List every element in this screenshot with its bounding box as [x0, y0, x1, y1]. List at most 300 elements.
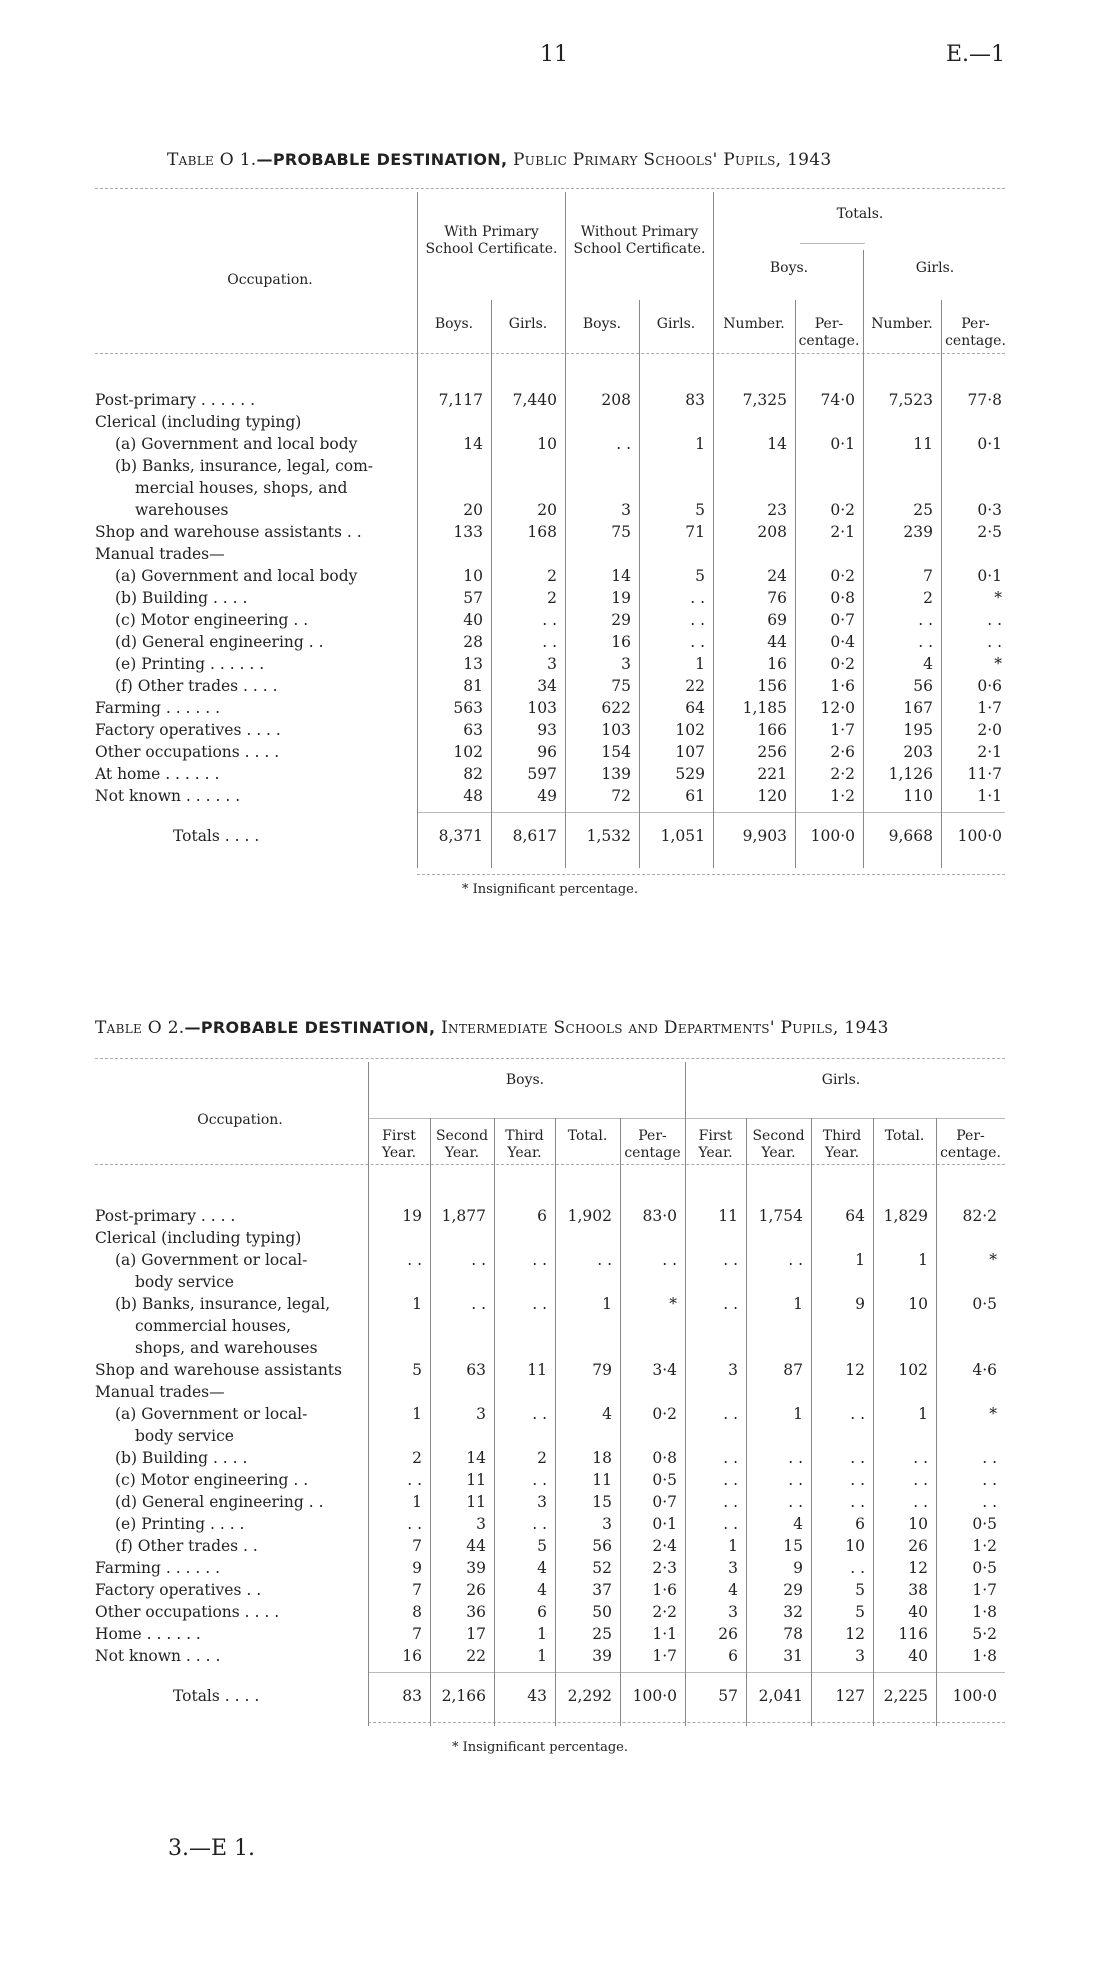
table2-cell: 26	[908, 1537, 928, 1555]
table1-cell: 154	[601, 743, 631, 761]
table2-col-header-5: First Year.	[698, 1128, 733, 1161]
table2-cell: 82·2	[962, 1207, 997, 1225]
table2-cell: 7	[412, 1625, 422, 1643]
table1-cell: 34	[537, 677, 557, 695]
table1-row-label: Not known . . . . . .	[95, 787, 241, 805]
table2-totals-cell: 83	[402, 1687, 422, 1705]
table2-cell: 52	[592, 1559, 612, 1577]
table2-title-rest: Intermediate Schools and Departments' Pupils, 1943	[441, 1018, 889, 1038]
table2-cell: . .	[913, 1493, 928, 1511]
table2-cell: 5	[855, 1581, 865, 1599]
table2-footnote: * Insignificant percentage.	[452, 1740, 628, 1755]
table2-cell: 9	[412, 1559, 422, 1577]
table1-cell: 2	[547, 567, 557, 585]
table1-cell: 7,440	[512, 391, 557, 409]
table1-row-label: mercial houses, shops, and	[135, 479, 348, 497]
table1-totals-cell: 1,051	[660, 827, 705, 845]
table1-cell: 4	[923, 655, 933, 673]
table2-cell: . .	[913, 1471, 928, 1489]
table1-cell: 0·1	[977, 567, 1002, 585]
table2-cell: 18	[592, 1449, 612, 1467]
table1-cell: 20	[463, 501, 483, 519]
table2-cell: 1	[793, 1405, 803, 1423]
table2-cell: . .	[850, 1405, 865, 1423]
table1-row-label: Farming . . . . . .	[95, 699, 221, 717]
table2-cell: 11	[592, 1471, 612, 1489]
t2-occupation-header: Occupation.	[197, 1112, 283, 1128]
table2-cell: 10	[908, 1295, 928, 1313]
table2-cell: . .	[471, 1295, 486, 1313]
table1-cell: 12·0	[820, 699, 855, 717]
table1-cell: 2·0	[977, 721, 1002, 739]
table2-cell: 26	[466, 1581, 486, 1599]
table2-cell: 9	[855, 1295, 865, 1313]
table2-cell: . .	[532, 1251, 547, 1269]
table2-cell: 1	[855, 1251, 865, 1269]
table2-cell: 15	[783, 1537, 803, 1555]
table2-cell: 1	[537, 1647, 547, 1665]
table2-cell: 4·6	[972, 1361, 997, 1379]
table1-cell: 563	[453, 699, 483, 717]
table1-cell: 622	[601, 699, 631, 717]
table1-cell: 7,523	[888, 391, 933, 409]
table2-row-label: body service	[135, 1427, 234, 1445]
table1-row-label: warehouses	[135, 501, 229, 519]
table2-cell: 56	[592, 1537, 612, 1555]
table1-col-header-5: Per-centage.	[798, 316, 860, 349]
table1-totals-cell: 100·0	[957, 827, 1002, 845]
table1-cell: 71	[685, 523, 705, 541]
table2-cell: 29	[783, 1581, 803, 1599]
table1-cell: 0·2	[830, 567, 855, 585]
table2-row-label: (b) Banks, insurance, legal,	[115, 1295, 331, 1313]
table2-cell: 1,902	[567, 1207, 612, 1225]
table1-cell: . .	[542, 611, 557, 629]
table2-cell: 36	[466, 1603, 486, 1621]
table2-cell: 1	[412, 1493, 422, 1511]
page-code: E.—1	[946, 42, 1006, 67]
table1-cell: 0·7	[830, 611, 855, 629]
table2-totals-cell: 127	[835, 1687, 865, 1705]
table2-cell: . .	[850, 1493, 865, 1511]
t1-girls-group-header: Girls.	[915, 260, 955, 276]
t2-girls-header: Girls.	[821, 1072, 861, 1088]
table1-cell: 1	[695, 435, 705, 453]
table1-cell: . .	[918, 611, 933, 629]
table2-cell: . .	[982, 1471, 997, 1489]
table1-cell: 2·1	[830, 523, 855, 541]
table2-cell: 0·7	[652, 1493, 677, 1511]
table2-cell: 1	[602, 1295, 612, 1313]
table1-cell: 203	[903, 743, 933, 761]
table2-cell: 6	[728, 1647, 738, 1665]
table2-totals-cell: 2,225	[883, 1687, 928, 1705]
table2-cell: 0·1	[652, 1515, 677, 1533]
table2-col-header-3: Total.	[567, 1128, 608, 1144]
table2-cell: 11	[466, 1471, 486, 1489]
table1-cell: 195	[903, 721, 933, 739]
table2-cell: 40	[908, 1603, 928, 1621]
table2-cell: *	[989, 1251, 997, 1269]
table2-cell: . .	[532, 1295, 547, 1313]
table1-cell: *	[994, 589, 1002, 607]
table1-cell: 48	[463, 787, 483, 805]
table2-col-header-7: Third Year.	[822, 1128, 862, 1161]
table2-row-label: Factory operatives . .	[95, 1581, 262, 1599]
table2-cell: 0·8	[652, 1449, 677, 1467]
table1-row-label: (b) Building . . . .	[115, 589, 248, 607]
table2-cell: . .	[723, 1493, 738, 1511]
table2-title-bold: —PROBABLE DESTINATION,	[184, 1018, 436, 1037]
table2-cell: 6	[855, 1515, 865, 1533]
table1-cell: 20	[537, 501, 557, 519]
table1-cell: 0·1	[830, 435, 855, 453]
table1-cell: 208	[601, 391, 631, 409]
table1-col-header-4: Number.	[723, 316, 785, 332]
table2-cell: . .	[532, 1515, 547, 1533]
table1-cell: 25	[913, 501, 933, 519]
table2-cell: 9	[793, 1559, 803, 1577]
table1-cell: 0·3	[977, 501, 1002, 519]
table1-col-header-7: Per-centage.	[945, 316, 1006, 349]
table1-cell: 56	[913, 677, 933, 695]
table1-row-label: (c) Motor engineering . .	[115, 611, 309, 629]
table1-cell: 72	[611, 787, 631, 805]
table1-cell: 2	[923, 589, 933, 607]
table1-cell: 1,126	[888, 765, 933, 783]
table2-cell: 11	[718, 1207, 738, 1225]
table1-cell: 221	[757, 765, 787, 783]
t1-with-cert-header: With Primary School Certificate.	[425, 224, 558, 257]
table2-cell: 4	[537, 1559, 547, 1577]
table2-row-label: Post-primary . . . .	[95, 1207, 236, 1225]
table2-cell: 4	[728, 1581, 738, 1599]
table1-cell: 2·2	[830, 765, 855, 783]
table2-cell: 1·7	[652, 1647, 677, 1665]
t1-without-cert-header: Without Primary School Certificate.	[573, 224, 706, 257]
table1-totals-cell: 9,668	[888, 827, 933, 845]
table2-cell: 5	[412, 1361, 422, 1379]
table2-cell: . .	[532, 1471, 547, 1489]
table2-row-label: (f) Other trades . .	[115, 1537, 258, 1555]
table2-cell: . .	[532, 1405, 547, 1423]
table2-cell: *	[989, 1405, 997, 1423]
table1-totals-cell: 9,903	[742, 827, 787, 845]
table1-col-header-0: Boys.	[434, 316, 474, 332]
table1-row-label: Manual trades—	[95, 545, 225, 563]
table2-cell: 5·2	[972, 1625, 997, 1643]
table1-row-label: (a) Government and local body	[115, 435, 358, 453]
table1-cell: 77·8	[967, 391, 1002, 409]
table1-cell: 96	[537, 743, 557, 761]
table2-cell: 19	[402, 1207, 422, 1225]
table2-cell: 11	[466, 1493, 486, 1511]
table1-cell: 0·8	[830, 589, 855, 607]
table2-row-label: (e) Printing . . . .	[115, 1515, 245, 1533]
table2-col-header-9: Per-centage.	[940, 1128, 1001, 1161]
table2-row-label: Other occupations . . . .	[95, 1603, 280, 1621]
table1-cell: 103	[527, 699, 557, 717]
table2-cell: 0·2	[652, 1405, 677, 1423]
t1-occupation-header: Occupation.	[227, 272, 313, 288]
table2-row-label: Shop and warehouse assistants	[95, 1361, 342, 1379]
table2-row-label: Home . . . . . .	[95, 1625, 201, 1643]
table2-cell: 22	[466, 1647, 486, 1665]
table2-row-label: (a) Government or local-	[115, 1405, 308, 1423]
table1-totals-cell: 1,532	[586, 827, 631, 845]
table1-cell: 110	[903, 787, 933, 805]
table2-cell: 2·3	[652, 1559, 677, 1577]
table1-row-label: Post-primary . . . . . .	[95, 391, 256, 409]
table2-cell: 1,829	[883, 1207, 928, 1225]
table1-cell: 7,325	[742, 391, 787, 409]
table2-cell: 16	[402, 1647, 422, 1665]
table2-cell: . .	[723, 1295, 738, 1313]
table2-cell: . .	[723, 1405, 738, 1423]
table2-cell: . .	[662, 1251, 677, 1269]
table2-cell: 2	[412, 1449, 422, 1467]
table2-cell: . .	[913, 1449, 928, 1467]
table2-cell: . .	[723, 1251, 738, 1269]
table1-cell: 1	[695, 655, 705, 673]
table1-cell: 40	[463, 611, 483, 629]
table2-cell: 1	[918, 1251, 928, 1269]
table2-cell: 40	[908, 1647, 928, 1665]
table2-cell: 12	[845, 1361, 865, 1379]
table1-cell: 10	[537, 435, 557, 453]
table1-cell: 57	[463, 589, 483, 607]
table1-cell: 3	[621, 501, 631, 519]
table1-cell: . .	[690, 611, 705, 629]
table1-totals-label: Totals . . . .	[173, 827, 260, 845]
table1-cell: 139	[601, 765, 631, 783]
table2-cell: 3	[728, 1559, 738, 1577]
table1-row-label: (a) Government and local body	[115, 567, 358, 585]
table1-title-rest: Public Primary Schools' Pupils, 1943	[513, 150, 832, 170]
table2-row-label: body service	[135, 1273, 234, 1291]
table1-cell: 1·1	[977, 787, 1002, 805]
table2-cell: 8	[412, 1603, 422, 1621]
table1-cell: 256	[757, 743, 787, 761]
table1-row-label: (f) Other trades . . . .	[115, 677, 278, 695]
table2-row-label: (a) Government or local-	[115, 1251, 308, 1269]
table1-cell: 11	[913, 435, 933, 453]
table1-cell: 168	[527, 523, 557, 541]
table2-cell: 1	[412, 1295, 422, 1313]
table2-cell: 0·5	[972, 1515, 997, 1533]
table2-cell: 6	[537, 1207, 547, 1225]
table1-cell: 81	[463, 677, 483, 695]
table1-row-label: (b) Banks, insurance, legal, com-	[115, 457, 374, 475]
table1-cell: *	[994, 655, 1002, 673]
table2-cell: 3	[855, 1647, 865, 1665]
table1-cell: . .	[616, 435, 631, 453]
table2-row-label: commercial houses,	[135, 1317, 292, 1335]
table1-cell: 133	[453, 523, 483, 541]
table1-totals-cell: 8,617	[512, 827, 557, 845]
table2-title-prefix: Table O 2.	[95, 1018, 185, 1038]
table1-cell: . .	[987, 633, 1002, 651]
table2-cell: 38	[908, 1581, 928, 1599]
table1-cell: 102	[453, 743, 483, 761]
table2-cell: 79	[592, 1361, 612, 1379]
table2-cell: 5	[537, 1537, 547, 1555]
table2-cell: 32	[783, 1603, 803, 1621]
table2-totals-cell: 43	[527, 1687, 547, 1705]
table1-cell: 107	[675, 743, 705, 761]
table1-cell: 3	[621, 655, 631, 673]
table1-row-label: (e) Printing . . . . . .	[115, 655, 265, 673]
table1-row-label: Clerical (including typing)	[95, 413, 302, 431]
table2-cell: . .	[982, 1493, 997, 1511]
t1-boys-group-header: Boys.	[769, 260, 809, 276]
table1-cell: 5	[695, 567, 705, 585]
table1-cell: 156	[757, 677, 787, 695]
table1-cell: 0·1	[977, 435, 1002, 453]
table2-cell: *	[669, 1295, 677, 1313]
table2-cell: 6	[537, 1603, 547, 1621]
table2-cell: 10	[908, 1515, 928, 1533]
table2-cell: 31	[783, 1647, 803, 1665]
table2-cell: 12	[908, 1559, 928, 1577]
table1-cell: 1,185	[742, 699, 787, 717]
table1-cell: 28	[463, 633, 483, 651]
table2-row-label: Not known . . . .	[95, 1647, 221, 1665]
table1-cell: 7	[923, 567, 933, 585]
table1-footnote: * Insignificant percentage.	[462, 882, 638, 897]
table1-cell: 61	[685, 787, 705, 805]
table2-cell: 3	[602, 1515, 612, 1533]
table1-cell: 22	[685, 677, 705, 695]
table1-cell: 120	[757, 787, 787, 805]
table1-cell: 16	[611, 633, 631, 651]
table1-col-header-3: Girls.	[656, 316, 696, 332]
table1-cell: 2	[547, 589, 557, 607]
table2-totals-label: Totals . . . .	[173, 1687, 260, 1705]
table2-cell: 1,754	[758, 1207, 803, 1225]
t2-boys-header: Boys.	[505, 1072, 545, 1088]
table2-cell: . .	[407, 1251, 422, 1269]
table1-cell: 13	[463, 655, 483, 673]
table2-cell: 3	[537, 1493, 547, 1511]
table2-row-label: Manual trades—	[95, 1383, 225, 1401]
table1-totals-cell: 100·0	[810, 827, 855, 845]
table2-cell: 7	[412, 1581, 422, 1599]
table1-cell: 166	[757, 721, 787, 739]
table1-cell: 103	[601, 721, 631, 739]
table2-cell: . .	[471, 1251, 486, 1269]
table2-cell: 50	[592, 1603, 612, 1621]
table1-cell: 23	[767, 501, 787, 519]
table2-row-label: (b) Building . . . .	[115, 1449, 248, 1467]
table2-cell: . .	[850, 1471, 865, 1489]
table1-cell: 14	[767, 435, 787, 453]
table1-cell: 69	[767, 611, 787, 629]
table1-cell: 24	[767, 567, 787, 585]
table2-col-header-6: Second Year.	[752, 1128, 805, 1161]
table2-cell: . .	[788, 1471, 803, 1489]
table2-cell: 102	[898, 1361, 928, 1379]
table1-cell: 1·2	[830, 787, 855, 805]
page-number: 11	[540, 42, 568, 67]
table2-totals-cell: 2,292	[567, 1687, 612, 1705]
table1-col-header-1: Girls.	[508, 316, 548, 332]
table2-cell: . .	[850, 1559, 865, 1577]
table2-totals-cell: 2,041	[758, 1687, 803, 1705]
table1-cell: 64	[685, 699, 705, 717]
page-footer: 3.—E 1.	[168, 1836, 256, 1861]
table2-cell: 64	[845, 1207, 865, 1225]
table1-title-prefix: Table O 1.	[167, 150, 257, 170]
table2-cell: 12	[845, 1625, 865, 1643]
table2-cell: 1·8	[972, 1647, 997, 1665]
table2-cell: 4	[537, 1581, 547, 1599]
table2-cell: 39	[592, 1647, 612, 1665]
table1-cell: 74·0	[820, 391, 855, 409]
table2-col-header-8: Total.	[884, 1128, 925, 1144]
table1-cell: 5	[695, 501, 705, 519]
table2-cell: 0·5	[652, 1471, 677, 1489]
table1-cell: 3	[547, 655, 557, 673]
table2-cell: 11	[527, 1361, 547, 1379]
table1-row-label: (d) General engineering . .	[115, 633, 324, 651]
table1-cell: 7,117	[438, 391, 483, 409]
table2-cell: 4	[602, 1405, 612, 1423]
table1-cell: 14	[463, 435, 483, 453]
table2-cell: . .	[850, 1449, 865, 1467]
table1-row-label: Shop and warehouse assistants . .	[95, 523, 362, 541]
table1-cell: 29	[611, 611, 631, 629]
table1-cell: 2·5	[977, 523, 1002, 541]
table1-title-bold: —PROBABLE DESTINATION,	[256, 150, 508, 169]
table2-cell: 39	[466, 1559, 486, 1577]
table1-cell: . .	[690, 633, 705, 651]
table2-cell: 3	[728, 1361, 738, 1379]
table1-cell: 2·1	[977, 743, 1002, 761]
table1-cell: 1·7	[977, 699, 1002, 717]
table2-cell: 3	[476, 1515, 486, 1533]
table1-cell: 76	[767, 589, 787, 607]
table1-cell: 82	[463, 765, 483, 783]
table1-totals-cell: 8,371	[438, 827, 483, 845]
table1-row-label: Other occupations . . . .	[95, 743, 280, 761]
table1-cell: 83	[685, 391, 705, 409]
table2-cell: 1·6	[652, 1581, 677, 1599]
table2-cell: 1·2	[972, 1537, 997, 1555]
table2-totals-cell: 100·0	[632, 1687, 677, 1705]
table1-cell: . .	[690, 589, 705, 607]
table1-cell: 63	[463, 721, 483, 739]
table1-cell: 0·2	[830, 655, 855, 673]
table2-cell: 1	[412, 1405, 422, 1423]
table2-cell: 25	[592, 1625, 612, 1643]
table1-row-label: Factory operatives . . . .	[95, 721, 281, 739]
table2-cell: . .	[788, 1449, 803, 1467]
table1-row-label: At home . . . . . .	[95, 765, 220, 783]
table2-cell: 63	[466, 1361, 486, 1379]
table2-cell: . .	[597, 1251, 612, 1269]
table2-cell: 1	[793, 1295, 803, 1313]
table2-row-label: Farming . . . . . .	[95, 1559, 221, 1577]
table1-cell: 0·2	[830, 501, 855, 519]
table2-cell: 0·5	[972, 1295, 997, 1313]
table2-cell: . .	[723, 1471, 738, 1489]
table2-cell: . .	[723, 1515, 738, 1533]
table2-cell: 1	[537, 1625, 547, 1643]
table2-cell: 87	[783, 1361, 803, 1379]
table2-col-header-1: Second Year.	[435, 1128, 489, 1161]
table1-cell: 11·7	[967, 765, 1002, 783]
